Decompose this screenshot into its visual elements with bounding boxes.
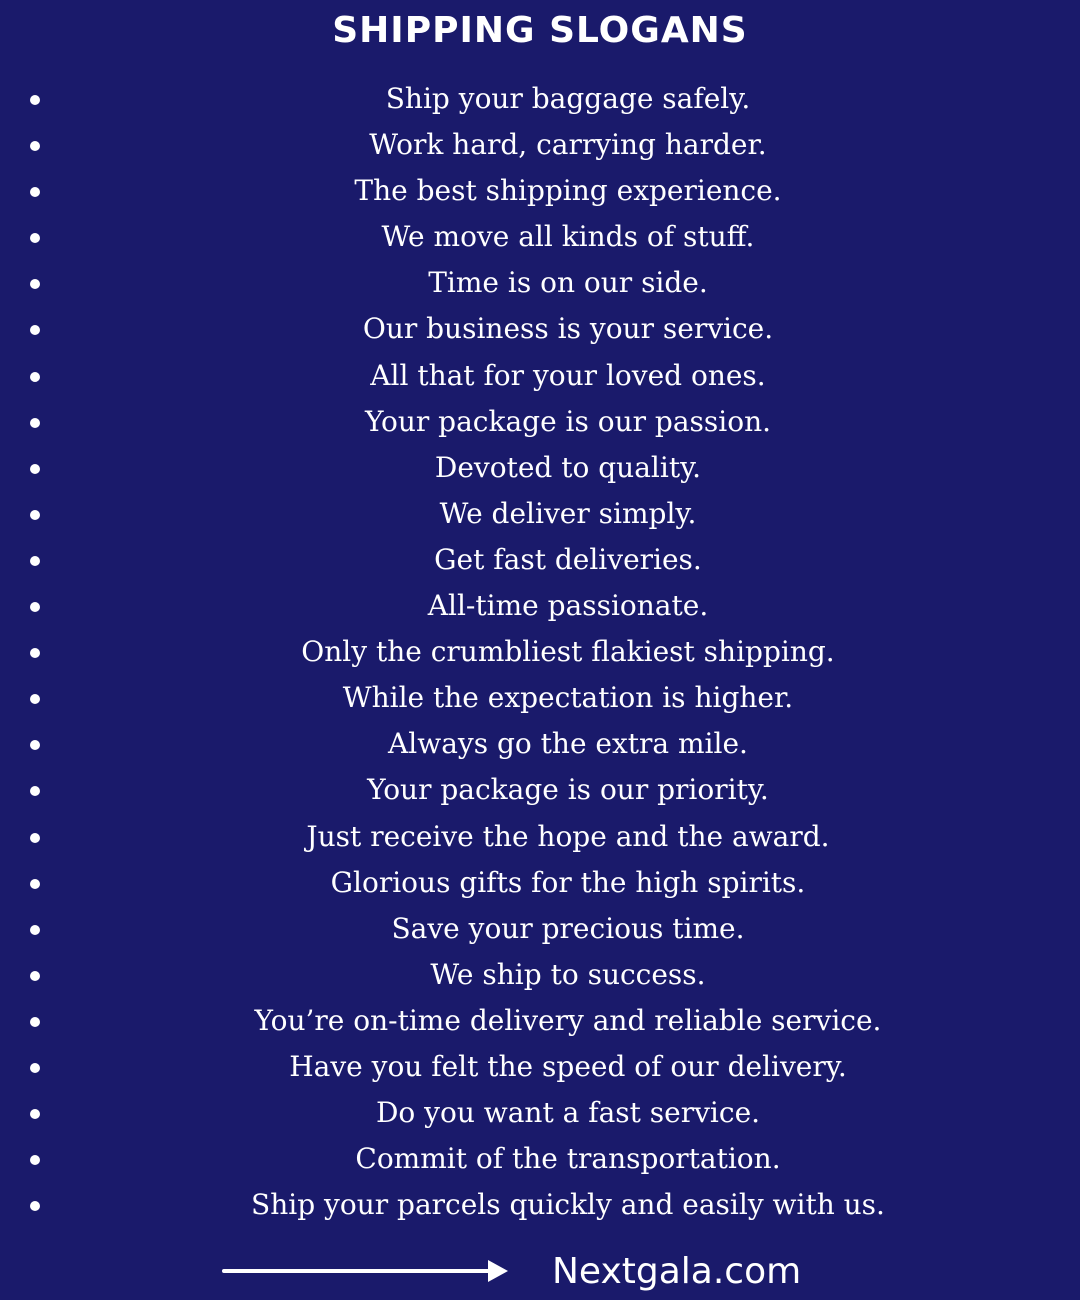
slogan-text: You’re on-time delivery and reliable service. [254,1003,882,1037]
list-item [0,675,1080,721]
slogan-text: We move all kinds of stuff. [381,220,755,254]
slogan-text: Devoted to quality. [434,450,702,484]
slogan-text: Have you felt the speed of our delivery. [289,1049,847,1083]
list-item [0,906,1080,952]
bullet-icon [30,233,40,243]
slogan-text: Our business is your service. [362,312,774,346]
slogan-text: Your package is our priority. [367,773,769,807]
bullet-icon [30,141,40,151]
bullet-icon [30,95,40,105]
slogan-text: Glorious gifts for the high spirits. [330,865,806,899]
list-item [0,491,1080,537]
slogan-text: All that for your loved ones. [370,358,766,392]
list-item [0,260,1080,306]
slogan-text: Your package is our passion. [364,404,772,438]
bullet-icon [30,1063,40,1073]
slogan-text: Only the crumbliest flakiest shipping. [301,635,835,669]
footer [0,1248,1080,1296]
list-item [0,952,1080,998]
slogan-text: Work hard, carrying harder. [369,128,767,162]
list-item [0,814,1080,860]
list-item [0,445,1080,491]
slogan-text: Ship your parcels quickly and easily with us. [251,1188,885,1222]
slogan-text: We deliver simply. [439,496,697,530]
bullet-icon [30,833,40,843]
slogan-text: While the expectation is higher. [342,681,794,715]
slogan-text: We ship to success. [430,957,706,991]
bullet-icon [30,187,40,197]
slogan-list [0,76,1080,1228]
list-item [0,860,1080,906]
bullet-icon [30,1017,40,1027]
slogan-text: Commit of the transportation. [355,1142,781,1176]
list-item [0,721,1080,767]
bullet-icon [30,648,40,658]
bullet-icon [30,786,40,796]
list-item [0,583,1080,629]
site-name: Nextgala.com [552,1251,802,1292]
list-item [0,537,1080,583]
bullet-icon [30,879,40,889]
list-item [0,1090,1080,1136]
arrow-right-icon [222,1258,510,1284]
bullet-icon [30,464,40,474]
list-item [0,767,1080,813]
list-item [0,214,1080,260]
bullet-icon [30,556,40,566]
slogan-text: Always go the extra mile. [388,727,748,761]
slogan-text: Time is on our side. [428,266,708,300]
list-item [0,1182,1080,1228]
list-item [0,998,1080,1044]
list-item [0,1044,1080,1090]
bullet-icon [30,1201,40,1211]
bullet-icon [30,1109,40,1119]
slogan-text: Do you want a fast service. [375,1096,761,1130]
list-item [0,168,1080,214]
bullet-icon [30,602,40,612]
list-item [0,76,1080,122]
bullet-icon [30,372,40,382]
slogan-text: The best shipping experience. [354,174,782,208]
bullet-icon [30,418,40,428]
bullet-icon [30,325,40,335]
bullet-icon [30,971,40,981]
list-item [0,1136,1080,1182]
list-item [0,399,1080,445]
bullet-icon [30,740,40,750]
page-title: SHIPPING SLOGANS [332,10,748,51]
slogan-text: Just receive the hope and the award. [306,819,830,853]
bullet-icon [30,694,40,704]
slogan-text: Get fast deliveries. [434,542,702,576]
slogan-text: All-time passionate. [427,589,709,623]
bullet-icon [30,1155,40,1165]
bullet-icon [30,925,40,935]
bullet-icon [30,279,40,289]
slogan-text: Save your precious time. [391,911,745,945]
bullet-icon [30,510,40,520]
slogan-text: Ship your baggage safely. [385,82,751,115]
list-item [0,629,1080,675]
list-item [0,122,1080,168]
list-item [0,306,1080,352]
list-item [0,353,1080,399]
